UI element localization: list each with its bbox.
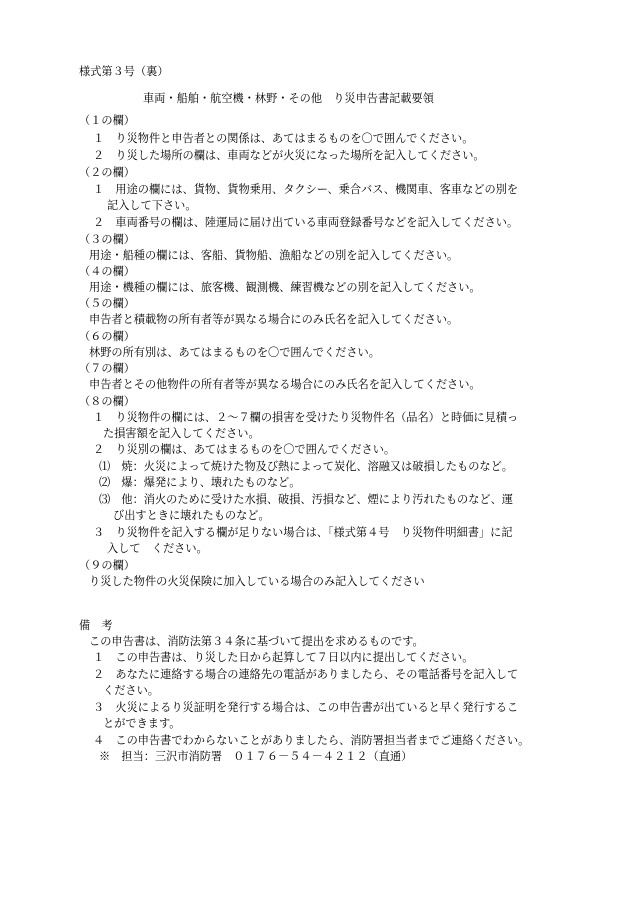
section-header: （１の欄） [79, 114, 135, 127]
section-item-line: り災した物件の火災保険に加入している場合のみ記入してください [89, 575, 425, 588]
remarks-item-line: ください。 [103, 684, 159, 697]
section-item-line: ２ り災した場所の欄は、車両などが火災になった場所を記入してください。 [93, 149, 485, 162]
section-item-line: ２ り災別の欄は、あてはまるものを〇で囲んでください。 [93, 443, 396, 456]
section-item-line: １ り災物件と申告者との関係は、あてはまるものを〇で囲んでください。 [93, 132, 474, 145]
remarks-header: 備 考 [79, 619, 113, 632]
section-header: （３の欄） [79, 233, 135, 246]
section-header: （５の欄） [79, 297, 135, 310]
section-item-line: 申告者と積載物の所有者等が異なる場合にのみ氏名を記入してください。 [89, 313, 459, 326]
section-header: （２の欄） [79, 166, 135, 179]
section-item-line: た損害額を記入してください。 [103, 427, 260, 440]
section-header: （６の欄） [79, 330, 135, 343]
remarks-item-line: ３ 火災によるり災証明を発行する場合は、この申告書が出ていると早く発行するこ [93, 701, 519, 714]
section-header: （４の欄） [79, 265, 135, 278]
section-item-line: 記入して下さい。 [107, 199, 197, 212]
section-header: （９の欄） [79, 559, 135, 572]
section-item-line: 入して ください。 [107, 542, 208, 555]
section-header: （８の欄） [79, 395, 135, 408]
section-item-line: ３ り災物件を記入する欄が足りない場合は、「様式第４号 り災物件明細書」に記 [93, 526, 513, 539]
section-item-line: ２ 車両番号の欄は、陸運局に届け出ている車両登録番号などを記入してください。 [93, 216, 519, 229]
remarks-item-line: とができます。 [103, 717, 181, 730]
section-item-line: 林野の所有別は、あてはまるものを〇で囲んでください。 [89, 346, 380, 359]
section-item-line: 申告者とその他物件の所有者等が異なる場合にのみ氏名を記入してください。 [89, 378, 481, 391]
remarks-item-line: １ この申告書は、り災した日から起算して７日以内に提出してください。 [93, 651, 474, 664]
remarks-intro: この申告書は、消防法第３４条に基づいて提出を求めるものです。 [89, 635, 424, 648]
remarks-item-line: ２ あなたに連絡する場合の連絡先の電話がありましたら、その電話番号を記入して [93, 668, 519, 681]
section-item-line: 用途・船種の欄には、客船、貨物船、漁船などの別を記入してください。 [89, 249, 459, 262]
contact-info: ※ 担当：三沢市消防署 ０１７６－５４－４２１２（直通） [99, 750, 413, 763]
form-label: 様式第３号（裏） [79, 65, 169, 78]
section-item-line: ⑴ 焼：火災によって焼けた物及び熱によって炭化、溶融又は破損したものなど。 [99, 460, 513, 473]
section-item-line: ⑶ 他：消火のために受けた水損、破損、汚損など、煙により汚れたものなど、運 [99, 493, 513, 506]
section-header: （７の欄） [79, 362, 135, 375]
section-item-line: １ 用途の欄には、貨物、貨物乗用、タクシー、乗合バス、機関車、客車などの別を [93, 183, 519, 196]
page-title: 車両・船舶・航空機・林野・その他 り災申告書記載要領 [143, 92, 434, 105]
remarks-item-line: ４ この申告書でわからないことがありましたら、消防署担当者までご連絡ください。 [93, 734, 530, 747]
section-item-line: び出すときに壊れたものなど。 [113, 509, 270, 522]
section-item-line: ⑵ 爆：爆発により、壊れたものなど。 [99, 476, 301, 489]
section-item-line: １ り災物件の欄には、２～７欄の損害を受けたり災物件名（品名）と時価に見積っ [93, 411, 519, 424]
section-item-line: 用途・機種の欄には、旅客機、観測機、練習機などの別を記入してください。 [89, 281, 481, 294]
